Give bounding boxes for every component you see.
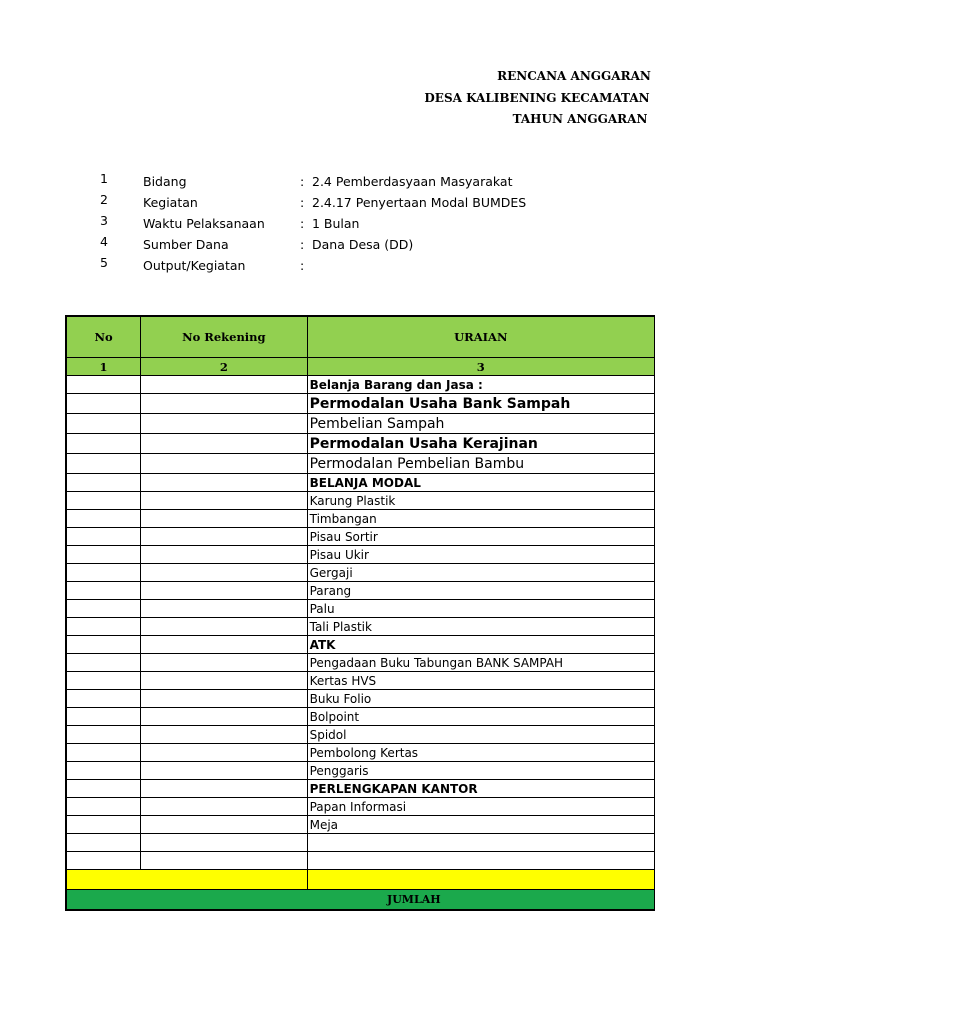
- no-cell: [66, 394, 141, 414]
- no-cell: [66, 582, 141, 600]
- info-row: [0, 256, 634, 277]
- rekening-cell: [141, 654, 308, 672]
- info-colon: :: [300, 216, 305, 231]
- subtotal-cell-left: [66, 870, 307, 890]
- uraian-cell: Pisau Ukir: [307, 546, 654, 564]
- uraian-cell: Tali Plastik: [307, 618, 654, 636]
- table-row: [66, 510, 655, 528]
- rekening-cell: [141, 672, 308, 690]
- table-row: [66, 618, 655, 636]
- no-cell: [66, 672, 141, 690]
- table-row: [66, 414, 655, 434]
- no-cell: [66, 762, 141, 780]
- uraian-cell: Parang: [307, 582, 654, 600]
- header-no: No: [66, 316, 141, 358]
- info-block: [0, 172, 634, 277]
- colnum-2: 2: [141, 358, 308, 376]
- rekening-cell: [141, 528, 308, 546]
- budget-table: [65, 315, 655, 911]
- info-value: Dana Desa (DD): [312, 237, 414, 252]
- doc-subtitle-year: TAHUN ANGGARAN: [512, 112, 648, 126]
- uraian-cell: Buku Folio: [307, 690, 654, 708]
- table-row: [66, 474, 655, 492]
- no-cell: [66, 546, 141, 564]
- header-uraian: URAIAN: [307, 316, 654, 358]
- no-cell: [66, 834, 141, 852]
- rekening-cell: [141, 744, 308, 762]
- rekening-cell: [141, 582, 308, 600]
- no-cell: [66, 744, 141, 762]
- info-label: Bidang: [143, 174, 187, 189]
- rekening-cell: [141, 780, 308, 798]
- no-cell: [66, 852, 141, 870]
- info-colon: :: [300, 195, 305, 210]
- table-row: [66, 492, 655, 510]
- table-row: [66, 376, 655, 394]
- table-header-row: [66, 316, 655, 358]
- table-row: [66, 852, 655, 870]
- uraian-cell: Permodalan Usaha Bank Sampah: [307, 394, 654, 414]
- table-row: [66, 690, 655, 708]
- info-label: Sumber Dana: [143, 237, 229, 252]
- no-cell: [66, 528, 141, 546]
- rekening-cell: [141, 600, 308, 618]
- rekening-cell: [141, 454, 308, 474]
- info-row: [0, 235, 634, 256]
- info-num: 1: [100, 171, 108, 186]
- uraian-cell: Penggaris: [307, 762, 654, 780]
- no-cell: [66, 654, 141, 672]
- no-cell: [66, 492, 141, 510]
- no-cell: [66, 780, 141, 798]
- rekening-cell: [141, 564, 308, 582]
- table-row: [66, 636, 655, 654]
- table-row: [66, 582, 655, 600]
- uraian-cell: PERLENGKAPAN KANTOR: [307, 780, 654, 798]
- no-cell: [66, 474, 141, 492]
- info-num: 2: [100, 192, 108, 207]
- doc-title: RENCANA ANGGARAN: [497, 69, 651, 83]
- no-cell: [66, 690, 141, 708]
- table-row: [66, 600, 655, 618]
- colnum-1: 1: [66, 358, 141, 376]
- table-row: [66, 564, 655, 582]
- rekening-cell: [141, 546, 308, 564]
- rekening-cell: [141, 434, 308, 454]
- rekening-cell: [141, 636, 308, 654]
- uraian-cell: Meja: [307, 816, 654, 834]
- rekening-cell: [141, 834, 308, 852]
- uraian-cell: Pengadaan Buku Tabungan BANK SAMPAH: [307, 654, 654, 672]
- info-label: Kegiatan: [143, 195, 198, 210]
- uraian-cell: Timbangan: [307, 510, 654, 528]
- rekening-cell: [141, 376, 308, 394]
- uraian-cell: Papan Informasi: [307, 798, 654, 816]
- info-row: [0, 172, 634, 193]
- table-row: [66, 744, 655, 762]
- total-row: [66, 890, 655, 911]
- subtotal-cell-right: [307, 870, 654, 890]
- rekening-cell: [141, 618, 308, 636]
- info-num: 3: [100, 213, 108, 228]
- no-cell: [66, 708, 141, 726]
- total-label: JUMLAH: [66, 890, 655, 911]
- info-colon: :: [300, 237, 305, 252]
- info-num: 5: [100, 255, 108, 270]
- uraian-cell: Pisau Sortir: [307, 528, 654, 546]
- rekening-cell: [141, 492, 308, 510]
- rekening-cell: [141, 798, 308, 816]
- no-cell: [66, 636, 141, 654]
- uraian-cell: Bolpoint: [307, 708, 654, 726]
- uraian-cell: [307, 852, 654, 870]
- info-value: 2.4 Pemberdasyaan Masyarakat: [312, 174, 513, 189]
- no-cell: [66, 816, 141, 834]
- rekening-cell: [141, 762, 308, 780]
- uraian-cell: Pembelian Sampah: [307, 414, 654, 434]
- uraian-cell: [307, 834, 654, 852]
- header-no-rekening: No Rekening: [141, 316, 308, 358]
- uraian-cell: Karung Plastik: [307, 492, 654, 510]
- no-cell: [66, 618, 141, 636]
- table-row: [66, 726, 655, 744]
- table-row: [66, 454, 655, 474]
- table-row: [66, 654, 655, 672]
- no-cell: [66, 434, 141, 454]
- rekening-cell: [141, 510, 308, 528]
- uraian-cell: Permodalan Usaha Kerajinan: [307, 434, 654, 454]
- info-colon: :: [300, 258, 305, 273]
- no-cell: [66, 564, 141, 582]
- info-value: 1 Bulan: [312, 216, 360, 231]
- table-row: [66, 816, 655, 834]
- table-row: [66, 394, 655, 414]
- info-label: Waktu Pelaksanaan: [143, 216, 265, 231]
- subtotal-row: [66, 870, 655, 890]
- no-cell: [66, 454, 141, 474]
- doc-subtitle-village: DESA KALIBENING KECAMATAN: [424, 91, 650, 105]
- info-value: 2.4.17 Penyertaan Modal BUMDES: [312, 195, 527, 210]
- info-colon: :: [300, 174, 305, 189]
- uraian-cell: Pembolong Kertas: [307, 744, 654, 762]
- rekening-cell: [141, 394, 308, 414]
- no-cell: [66, 376, 141, 394]
- info-label: Output/Kegiatan: [143, 258, 246, 273]
- no-cell: [66, 510, 141, 528]
- table-row: [66, 434, 655, 454]
- table-row: [66, 762, 655, 780]
- uraian-cell: Gergaji: [307, 564, 654, 582]
- rekening-cell: [141, 474, 308, 492]
- rekening-cell: [141, 414, 308, 434]
- info-num: 4: [100, 234, 108, 249]
- table-row: [66, 834, 655, 852]
- table-row: [66, 798, 655, 816]
- no-cell: [66, 600, 141, 618]
- table-row: [66, 780, 655, 798]
- no-cell: [66, 798, 141, 816]
- no-cell: [66, 726, 141, 744]
- rekening-cell: [141, 852, 308, 870]
- uraian-cell: Permodalan Pembelian Bambu: [307, 454, 654, 474]
- no-cell: [66, 414, 141, 434]
- table-row: [66, 708, 655, 726]
- uraian-cell: BELANJA MODAL: [307, 474, 654, 492]
- rekening-cell: [141, 690, 308, 708]
- uraian-cell: Belanja Barang dan Jasa :: [307, 376, 654, 394]
- uraian-cell: Spidol: [307, 726, 654, 744]
- table-row: [66, 528, 655, 546]
- info-row: [0, 193, 634, 214]
- table-row: [66, 546, 655, 564]
- uraian-cell: Kertas HVS: [307, 672, 654, 690]
- colnum-3: 3: [307, 358, 654, 376]
- rekening-cell: [141, 816, 308, 834]
- uraian-cell: Palu: [307, 600, 654, 618]
- info-row: [0, 214, 634, 235]
- rekening-cell: [141, 726, 308, 744]
- rekening-cell: [141, 708, 308, 726]
- table-row: [66, 672, 655, 690]
- uraian-cell: ATK: [307, 636, 654, 654]
- table-column-number-row: [66, 358, 655, 376]
